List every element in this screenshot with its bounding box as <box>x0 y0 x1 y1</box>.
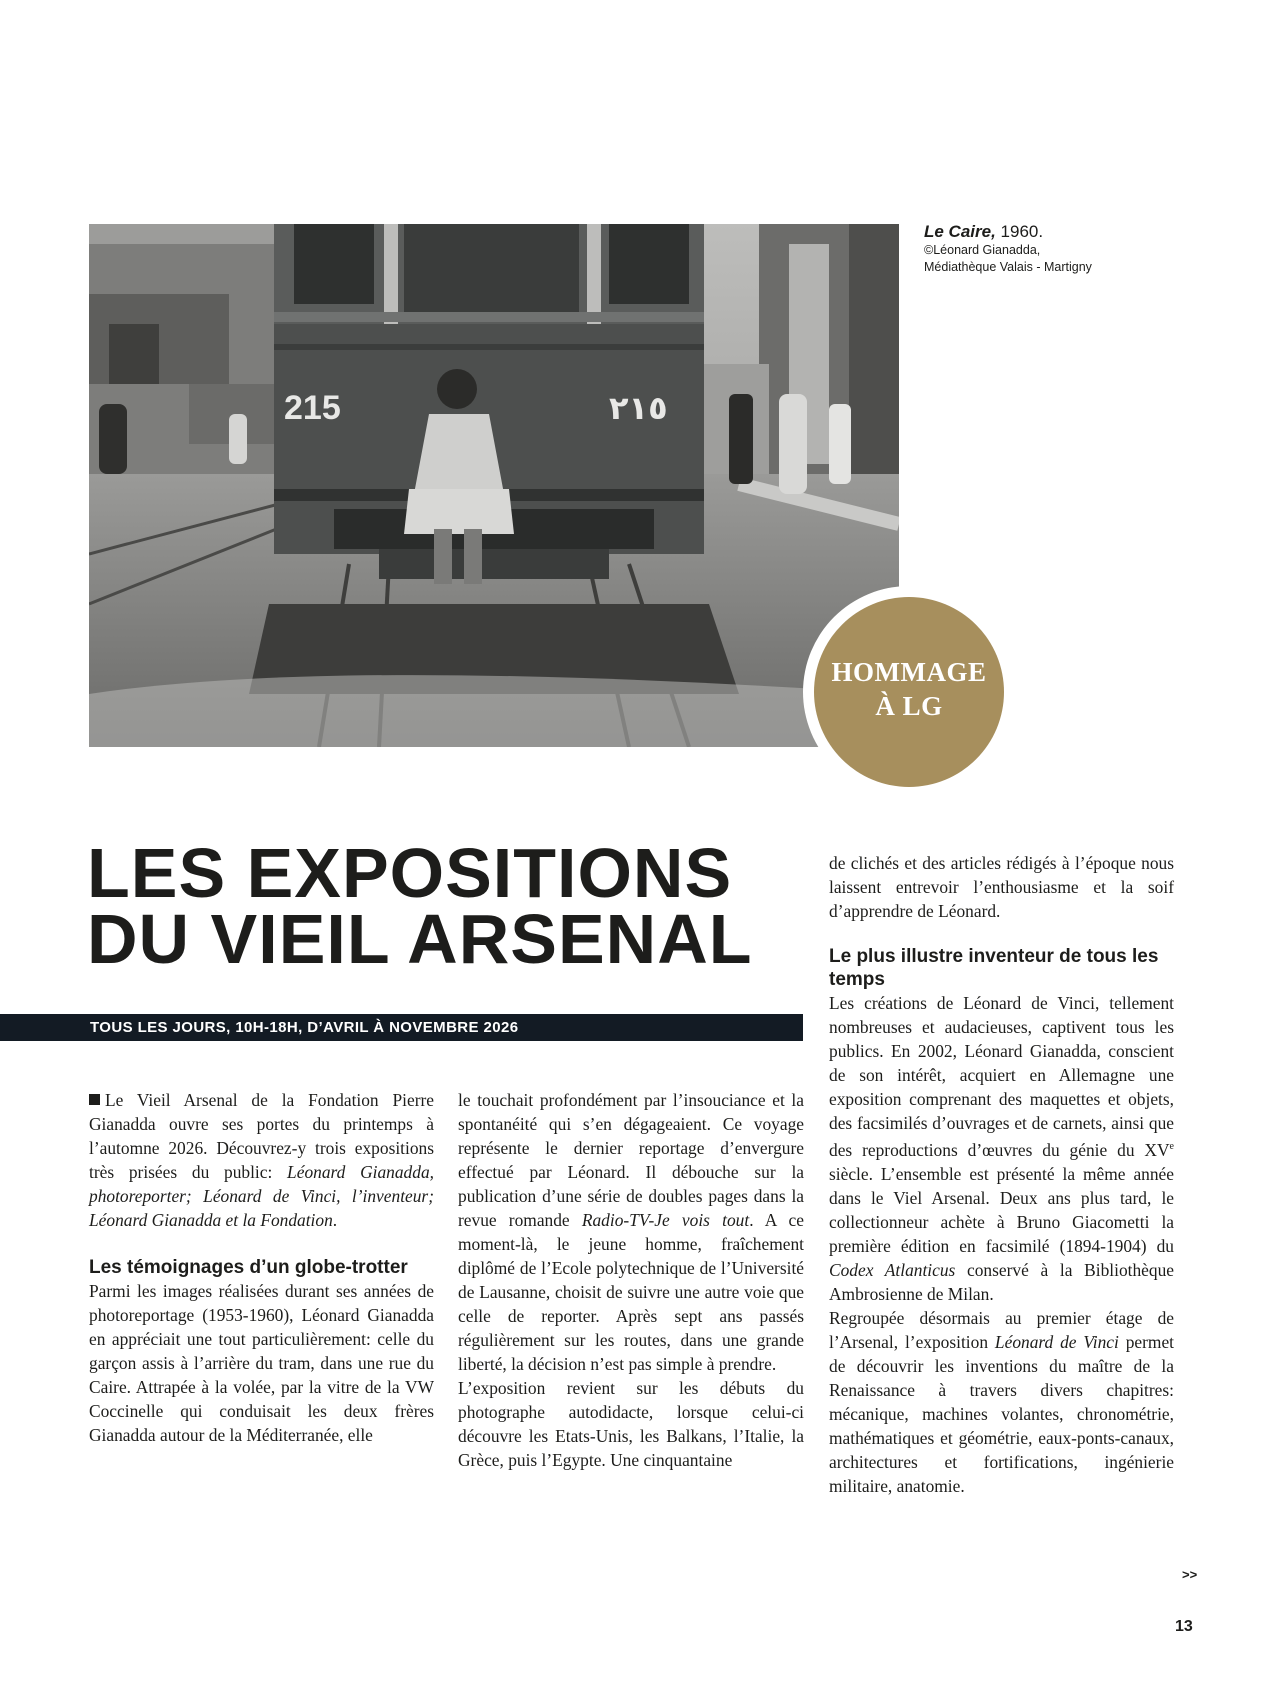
p2-text-end: . A ce moment-là, le jeune homme, fraîchement diplômé de l’Ecole polytechnique de l’Université de Lausanne, choisit de suivre une autre voie que celle de reporter. Après sept ans passés régulièrement sur les routes, dans une grande liberté, la décision n’est pas simple à prendre. <box>458 1210 804 1374</box>
p5-text-c: conservé à la Bibliothèque Ambrosienne de Milan. <box>829 1259 1174 1304</box>
body-paragraph-1: Parmi les images réalisées durant ses années de photoreportage (1953-1960), Léonard Gianadda en appréciait une tout particulièrement: celle du garçon assis à l’arrière du tram, dans une rue du Caire. Attrapée à la volée, par la vitre de la VW Coccinelle qui conduisait les deux frères Gianadda autour de la Méditerranée, elle <box>89 1281 434 1445</box>
body-paragraph-6 <box>829 1306 1174 1498</box>
p2-text-start: le touchait profondément par l’insouciance et la spontanéité qui s’en dégageaient. Ce voyage représente le dernier reportage d’envergure effectué par Léonard. Il débouche sur la publication d’une série de doubles pages dans la revue romande <box>458 1090 804 1230</box>
hommage-badge-disc <box>814 597 1004 787</box>
caption-title <box>924 222 1224 242</box>
column-3 <box>829 851 1174 1498</box>
caption-year: 1960. <box>1000 222 1044 241</box>
body-paragraph-5 <box>829 991 1174 1306</box>
body-paragraph-2 <box>458 1088 804 1376</box>
body-paragraph-4: de clichés et des articles rédigés à l’époque nous laissent entrevoir l’enthousiasme et la soif d’apprendre de Léonard. <box>829 853 1174 921</box>
intro-italic: Léonard Gianadda, photoreporter; Léonard de Vinci, l’inventeur; Léonard Gianadda et la Fondation <box>89 1162 434 1230</box>
badge-line-1: HOMMAGE <box>831 657 987 687</box>
tram-photo <box>89 224 899 747</box>
column-2 <box>458 1088 804 1472</box>
continue-marker: >> <box>1182 1567 1198 1582</box>
intro-text: Le Vieil Arsenal de la Fondation Pierre Gianadda ouvre ses portes du printemps à l’automne 2026. Découvrez-y trois expositions très prisées du public: <box>89 1090 434 1182</box>
intro-end: . <box>332 1210 338 1230</box>
article-title <box>87 834 807 978</box>
tram-photo-graphic <box>89 224 899 747</box>
photo-caption <box>924 222 1224 276</box>
body-paragraph-3: L’exposition revient sur les débuts du photographe autodidacte, lorsque celui-ci découvre les Etats-Unis, les Balkans, l’Italie, la Grèce, puis l’Egypte. Une cinquantaine <box>458 1378 804 1470</box>
caption-place: Le Caire, <box>924 222 996 241</box>
p5-text-a: Les créations de Léonard de Vinci, tellement nombreuses et audacieuses, captivent tous les publics. En 2002, Léonard Gianadda, conscient de son intérêt, acquiert en Allemagne une exposition comprenant des maquettes et objets, des facsimilés d’ouvrages et de carnets, ainsi que des reproductions d’œuvres du génie du XV <box>829 993 1174 1160</box>
p2-italic: Radio-TV-Je vois tout <box>581 1210 750 1230</box>
bullet-square-icon <box>89 1094 100 1105</box>
intro-paragraph <box>89 1088 434 1232</box>
tram-number-arabic: ٢١٥ <box>609 389 668 427</box>
p6-text-a: Regroupée désormais au premier étage de l’Arsenal, l’exposition <box>829 1307 1174 1352</box>
dates-banner <box>0 1014 803 1041</box>
tram-number-latin: 215 <box>284 389 341 427</box>
p5-sup: e <box>1169 1141 1174 1152</box>
p5-italic: Codex Atlanticus <box>829 1259 956 1280</box>
column-1 <box>89 1088 434 1447</box>
p5-text-b: siècle. L’ensemble est présenté la même année dans le Viel Arsenal. Deux ans plus tard, le collectionneur achète à Bruno Giacometti la première édition en facsimilé (1894-1904) du <box>829 1163 1174 1256</box>
page-number: 13 <box>1175 1618 1193 1635</box>
hommage-badge <box>803 586 1015 798</box>
badge-line-2: À LG <box>875 691 943 721</box>
dates-text: TOUS LES JOURS, 10H-18H, D’AVRIL À NOVEMBRE 2026 <box>90 1019 519 1036</box>
title-line-1: LES EXPOSITIONS <box>87 834 733 912</box>
caption-credit-2: Médiathèque Valais - Martigny <box>924 260 1092 274</box>
p6-italic: Léonard de Vinci <box>994 1331 1119 1352</box>
caption-credit-1: ©Léonard Gianadda, <box>924 243 1041 257</box>
p6-text-b: permet de découvrir les inventions du maître de la Renaissance à travers divers chapitres: mécanique, machines volantes, chronométrie, mathématiques et géométrie, eaux-ponts-canaux, architectures et fortifications, ingénierie militaire, anatomie. <box>829 1331 1174 1496</box>
title-line-2: DU VIEIL ARSENAL <box>87 900 753 978</box>
subhead-globe-trotter: Les témoignages d’un globe-trotter <box>89 1257 408 1278</box>
subhead-inventeur: Le plus illustre inventeur de tous les temps <box>829 946 1159 990</box>
